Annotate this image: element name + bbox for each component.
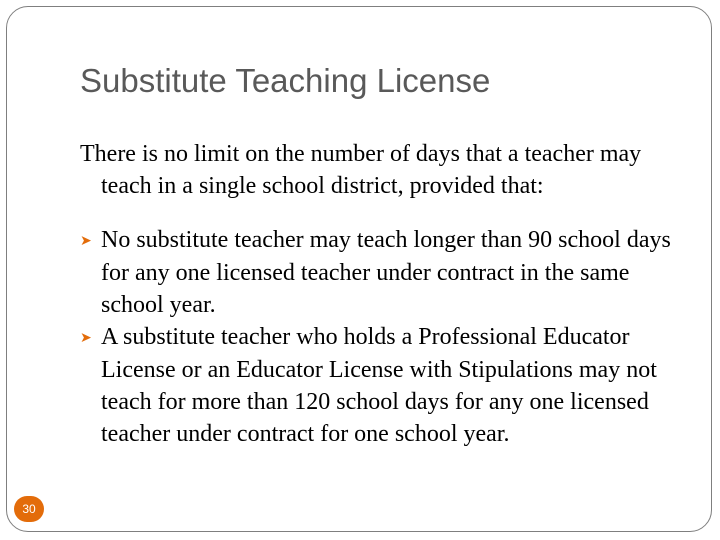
bullet-item — [80, 224, 690, 321]
page-number-badge: 30 — [14, 496, 44, 522]
bullet-text: No substitute teacher may teach longer than 90 school days for any one licensed teacher under contract in the same school year. — [101, 227, 671, 318]
bullet-item — [80, 321, 690, 450]
bullet-list — [80, 224, 690, 450]
slide-title: Substitute Teaching License — [80, 62, 491, 99]
orange-arrow-bullet-icon: ➤ — [80, 233, 92, 249]
bullet-text: A substitute teacher who holds a Professional Educator License or an Educator License with Stipulations may not teach for more than 120 school days for any one licensed teacher under contract for one school year. — [101, 324, 657, 447]
intro-paragraph: There is no limit on the number of days that a teacher may teach in a single school district, provided that: — [80, 141, 642, 199]
orange-arrow-bullet-icon: ➤ — [80, 330, 92, 346]
slide-body — [80, 138, 690, 450]
